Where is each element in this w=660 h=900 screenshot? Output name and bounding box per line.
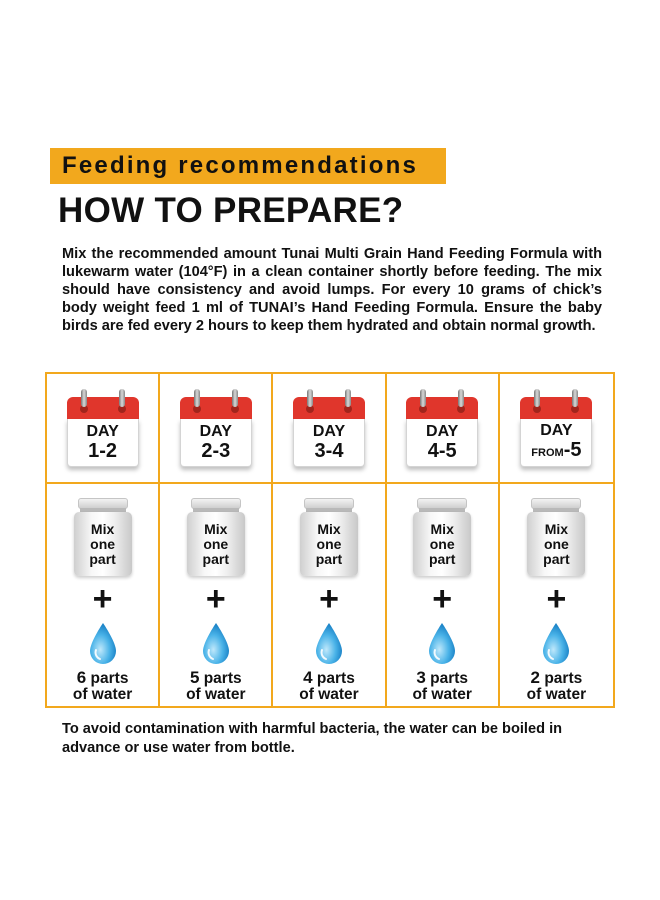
water-drop-icon xyxy=(88,622,118,666)
water-parts-suffix: of water xyxy=(299,686,359,703)
water-parts-word: parts xyxy=(90,670,129,687)
calendar-icon xyxy=(293,389,365,467)
contamination-note: To avoid contamination with harmful bacteria, the water can be boiled in advance or use water from bottle. xyxy=(62,721,563,756)
section-banner xyxy=(50,148,446,184)
plus-icon: + xyxy=(319,580,339,618)
mix-cell xyxy=(47,484,160,706)
formula-jar-icon xyxy=(413,498,471,576)
water-parts-number: 4 xyxy=(303,668,313,687)
water-parts-number: 3 xyxy=(416,668,426,687)
water-drop-icon xyxy=(427,622,457,666)
day-cell xyxy=(47,374,160,484)
water-parts-word: parts xyxy=(430,670,469,687)
water-parts-suffix: of water xyxy=(72,686,133,703)
banner-text: Feeding recommendations xyxy=(62,152,418,179)
calendar-range-value: 2-3 xyxy=(201,440,231,462)
calendar-day-label: DAY xyxy=(86,423,119,440)
water-drop-icon xyxy=(314,622,344,666)
plus-icon: + xyxy=(546,580,567,618)
water-parts-suffix: of water xyxy=(186,686,246,703)
calendar-icon xyxy=(406,389,478,467)
jar-label-line3: part xyxy=(315,550,343,567)
day-cell xyxy=(387,374,500,484)
jar-label-line1: Mix xyxy=(204,520,228,537)
formula-jar-icon xyxy=(187,498,245,576)
jar-label-line2: one xyxy=(543,535,569,552)
calendar-day-range xyxy=(88,440,117,462)
feeding-schedule-table xyxy=(45,372,615,708)
water-parts-label xyxy=(186,670,245,703)
water-parts-label xyxy=(527,670,586,703)
water-parts-suffix: of water xyxy=(412,686,472,703)
jar-label-line2: one xyxy=(316,535,342,552)
jar-label-line1: Mix xyxy=(544,520,569,537)
mix-cell xyxy=(387,484,500,706)
calendar-range-value: -5 xyxy=(563,438,582,461)
jar-label-line2: one xyxy=(90,535,116,552)
calendar-day-range xyxy=(531,439,581,464)
water-drop-icon xyxy=(541,622,571,666)
formula-jar-icon xyxy=(300,498,358,576)
calendar-day-range xyxy=(201,440,230,462)
mix-cell xyxy=(160,484,273,706)
calendar-icon xyxy=(520,389,592,467)
jar-label-line3: part xyxy=(428,550,456,567)
water-parts-label xyxy=(73,670,132,703)
jar-label-line1: Mix xyxy=(90,520,115,537)
intro-paragraph: Mix the recommended amount Tunai Multi Grain Hand Feeding Formula with lukewarm water (104°F) in a clean container shortly before feeding. The mix should have consistency and avoid lumps. For every 10 grams of chick’s body weight feed 1 ml of TUNAI’s Hand Feeding Formula. Ensure the baby birds are fed every 2 hours to keep them hydrated and obtain normal growth. xyxy=(62,246,602,334)
water-parts-suffix: of water xyxy=(526,686,587,703)
mix-cell xyxy=(273,484,386,706)
page-title: HOW TO PREPARE? xyxy=(58,191,404,230)
calendar-day-label: DAY xyxy=(426,423,459,440)
calendar-day-range xyxy=(315,440,344,462)
day-cell xyxy=(273,374,386,484)
jar-label-line2: one xyxy=(429,535,455,552)
water-parts-number: 5 xyxy=(189,668,200,687)
calendar-day-range xyxy=(428,440,457,462)
water-parts-label xyxy=(299,670,358,703)
water-parts-number: 2 xyxy=(530,668,541,687)
water-parts-word: parts xyxy=(544,670,583,687)
jar-label-line1: Mix xyxy=(430,520,454,537)
calendar-day-label: DAY xyxy=(540,421,573,439)
formula-jar-icon xyxy=(527,498,585,576)
jar-label-line3: part xyxy=(543,550,570,567)
water-drop-icon xyxy=(201,622,231,666)
water-parts-label xyxy=(412,670,471,703)
calendar-range-value: 3-4 xyxy=(314,440,344,462)
calendar-icon xyxy=(67,389,139,467)
formula-jar-icon xyxy=(74,498,132,576)
calendar-icon xyxy=(180,389,252,467)
plus-icon: + xyxy=(205,580,226,618)
calendar-range-value: 1-2 xyxy=(88,440,118,462)
plus-icon: + xyxy=(432,580,453,618)
calendar-range-value: 4-5 xyxy=(427,440,457,462)
water-parts-number: 6 xyxy=(76,668,87,687)
mix-cell xyxy=(500,484,613,706)
day-cell xyxy=(160,374,273,484)
plus-icon: + xyxy=(92,580,113,618)
jar-label-line3: part xyxy=(89,550,116,567)
calendar-from-label: FROM xyxy=(531,446,564,459)
calendar-day-label: DAY xyxy=(199,423,232,440)
jar-label-line1: Mix xyxy=(317,520,341,537)
water-parts-word: parts xyxy=(316,670,355,687)
calendar-day-label: DAY xyxy=(312,423,346,440)
day-cell xyxy=(500,374,613,484)
jar-label-line3: part xyxy=(202,550,229,567)
jar-label-line2: one xyxy=(203,535,229,552)
water-parts-word: parts xyxy=(203,670,242,687)
